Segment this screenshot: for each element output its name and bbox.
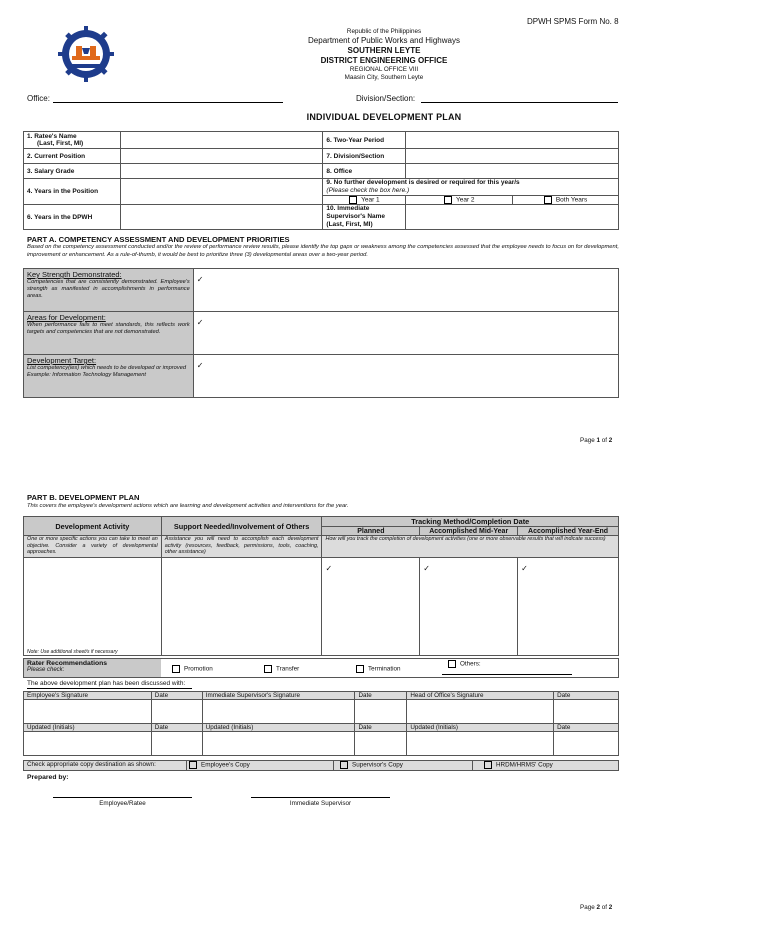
year-end-field[interactable] xyxy=(518,558,619,656)
division-label: Division/Section: xyxy=(356,94,416,103)
employee-copy-checkbox[interactable] xyxy=(189,761,197,769)
head-signature-label: Head of Office's Signature xyxy=(407,692,554,700)
office-line: DISTRICT ENGINEERING OFFICE xyxy=(320,56,448,65)
copy-destination-row xyxy=(23,760,619,771)
division-field-line[interactable] xyxy=(421,102,618,103)
rater-label-cell xyxy=(24,659,161,677)
transfer-option[interactable]: Transfer xyxy=(264,665,299,673)
check-mark: ✓ xyxy=(521,564,528,573)
year1-option[interactable]: Year 1 xyxy=(323,196,406,205)
date-field[interactable] xyxy=(355,700,407,724)
employee-signature-field[interactable] xyxy=(24,700,152,724)
employee-copy-option[interactable]: Employee's Copy xyxy=(189,761,250,769)
discussed-underline xyxy=(27,688,192,689)
both-years-checkbox[interactable] xyxy=(544,196,552,204)
letterhead xyxy=(284,27,484,82)
copy-destination-label: Check appropriate copy destination as shown: xyxy=(27,761,156,768)
years-position-label: 4. Years in the Position xyxy=(24,179,121,205)
support-field[interactable] xyxy=(161,558,322,656)
others-option[interactable]: Others: xyxy=(448,660,481,668)
hrdm-copy-checkbox[interactable] xyxy=(484,761,492,769)
years-position-field[interactable] xyxy=(120,179,323,205)
development-target-example: Example: Information Technology Management xyxy=(27,372,146,378)
updated-initials-field[interactable] xyxy=(407,732,554,756)
immediate-supervisor-label: Immediate Supervisor xyxy=(289,800,352,807)
promotion-checkbox[interactable] xyxy=(172,665,180,673)
year2-option[interactable]: Year 2 xyxy=(406,196,513,205)
col-accomplished-year-end: Accomplished Year-End xyxy=(518,527,619,536)
updated-initials-field[interactable] xyxy=(24,732,152,756)
col-development-activity: Development Activity xyxy=(24,517,162,536)
planned-field[interactable] xyxy=(322,558,420,656)
key-strength-field[interactable] xyxy=(193,269,618,312)
head-signature-field[interactable] xyxy=(407,700,554,724)
divider xyxy=(333,761,334,770)
tracking-description: How will you track the completion of development activities (one or more observable results that will indicate success) xyxy=(322,536,619,558)
additional-sheet-note: Note: Use additional sheet/s if necessary xyxy=(27,649,118,655)
hrdm-copy-option[interactable]: HRDM/HRMS' Copy xyxy=(484,761,553,769)
supervisor-signature-line[interactable] xyxy=(251,797,390,798)
part-b-title: PART B. DEVELOPMENT PLAN xyxy=(27,493,140,502)
year2-checkbox[interactable] xyxy=(444,196,452,204)
others-field-line[interactable] xyxy=(442,674,572,675)
supervisor-signature-label: Immediate Supervisor's Signature xyxy=(202,692,355,700)
date-field[interactable] xyxy=(151,732,202,756)
part-a-description: Based on the competency assessment conducted and/or the review of performance review results, please identify the top gaps or weakness among the competencies assessed that the employee needs to focus on for development, improvement or enhancement. As a rule-of-thumb, it would be best to prioritize three (3) developmental areas over a two-year period. xyxy=(27,244,619,258)
supervisor-copy-checkbox[interactable] xyxy=(340,761,348,769)
date-label: Date xyxy=(554,692,619,700)
employee-signature-label: Employee's Signature xyxy=(24,692,152,700)
current-position-label: 2. Current Position xyxy=(24,149,121,164)
two-year-period-field[interactable] xyxy=(406,132,619,149)
key-strength-cell xyxy=(24,269,194,312)
form-id: DPWH SPMS Form No. 8 xyxy=(527,17,619,26)
date-label: Date xyxy=(151,692,202,700)
salary-grade-label: 3. Salary Grade xyxy=(24,164,121,179)
ratee-name-field[interactable] xyxy=(120,132,323,149)
date-field[interactable] xyxy=(554,700,619,724)
region-line: SOUTHERN LEYTE xyxy=(347,46,421,55)
updated-initials-label: Updated (Initials) xyxy=(407,724,554,732)
address-line: Maasin City, Southern Leyte xyxy=(344,74,424,81)
prepared-by-label: Prepared by: xyxy=(27,774,69,781)
employee-ratee-label: Employee/Ratee xyxy=(99,800,146,807)
competency-table xyxy=(23,268,619,398)
promotion-option[interactable]: Promotion xyxy=(172,665,213,673)
check-mark: ✓ xyxy=(423,564,430,573)
current-position-field[interactable] xyxy=(120,149,323,164)
check-mark: ✓ xyxy=(196,275,204,284)
development-target-desc: List competency(ies) which needs to be developed or improved xyxy=(27,365,187,371)
years-dpwh-label: 6. Years in the DPWH xyxy=(24,205,121,230)
development-target-cell xyxy=(24,355,194,398)
col-tracking-method: Tracking Method/Completion Date xyxy=(322,517,619,527)
termination-checkbox[interactable] xyxy=(356,665,364,673)
areas-development-cell xyxy=(24,312,194,355)
divider xyxy=(472,761,473,770)
divider xyxy=(186,761,187,770)
division-section-field[interactable] xyxy=(406,149,619,164)
date-label: Date xyxy=(355,724,407,732)
updated-initials-label: Updated (Initials) xyxy=(24,724,152,732)
supervisor-signature-field[interactable] xyxy=(202,700,355,724)
date-field[interactable] xyxy=(355,732,407,756)
part-b-description: This covers the employee's development actions which are learning and development activities and interventions for the year. xyxy=(27,503,349,509)
supervisor-copy-option[interactable]: Supervisor's Copy xyxy=(340,761,403,769)
others-checkbox[interactable] xyxy=(448,660,456,668)
check-mark: ✓ xyxy=(325,564,333,573)
no-further-development: 9. No further development is desired or required for this year/s (Please check the box here.) xyxy=(323,179,619,196)
rater-recommendations-box xyxy=(23,658,619,678)
part-a-title: PART A. COMPETENCY ASSESSMENT AND DEVELOPMENT PRIORITIES xyxy=(27,235,290,244)
date-label: Date xyxy=(355,692,407,700)
areas-development-field[interactable] xyxy=(193,312,618,355)
ratee-info-table xyxy=(23,131,619,230)
office-info-label: 8. Office xyxy=(323,164,406,179)
please-check-label: Please check: xyxy=(27,667,65,673)
division-section-label: 7. Division/Section xyxy=(323,149,406,164)
support-description: Assistance you will need to accomplish each development activity (resources, feedback, permissions, tools, coaching, other assistance) xyxy=(161,536,322,558)
page-number-1: Page 1 of 2 xyxy=(580,437,613,444)
development-plan-table xyxy=(23,516,619,656)
date-field[interactable] xyxy=(151,700,202,724)
areas-development-desc: When performance fails to meet standards, this reflects work targets and competencies that are not demonstrated. xyxy=(27,322,190,335)
both-years-option[interactable]: Both Years xyxy=(513,196,619,205)
salary-grade-field[interactable] xyxy=(120,164,323,179)
dpwh-logo xyxy=(58,26,114,82)
year1-checkbox[interactable] xyxy=(349,196,357,204)
supervisor-name-field[interactable] xyxy=(406,205,619,230)
office-info-field[interactable] xyxy=(406,164,619,179)
department-line: Department of Public Works and Highways xyxy=(308,36,460,45)
two-year-period-label: 6. Two-Year Period xyxy=(323,132,406,149)
col-support-needed: Support Needed/Involvement of Others xyxy=(161,517,322,536)
activity-description: One or more specific actions you can take to meet an objective. Consider a variety of developmental approaches. xyxy=(24,536,162,558)
page-title: INDIVIDUAL DEVELOPMENT PLAN xyxy=(306,112,462,122)
key-strength-heading: Key Strength Demonstrated: xyxy=(27,270,122,279)
areas-development-heading: Areas for Development: xyxy=(27,313,106,322)
termination-option[interactable]: Termination xyxy=(356,665,401,673)
ratee-name-label: 1. Ratee's Name (Last, First, MI) xyxy=(24,132,121,149)
page-number-2: Page 2 of 2 xyxy=(580,904,613,911)
mid-year-field[interactable] xyxy=(420,558,518,656)
col-planned: Planned xyxy=(322,527,420,536)
development-target-field[interactable] xyxy=(193,355,618,398)
date-field[interactable] xyxy=(554,732,619,756)
signature-table xyxy=(23,691,619,756)
rater-recommendations-label: Rater Recommendations xyxy=(27,660,108,667)
key-strength-desc: Competencies that are consistently demonstrated. Employee's strength as manifested in accomplishments in performance areas. xyxy=(27,279,190,299)
activity-field[interactable] xyxy=(24,558,162,656)
regional-office-line: REGIONAL OFFICE VIII xyxy=(349,66,419,73)
transfer-checkbox[interactable] xyxy=(264,665,272,673)
col-accomplished-mid-year: Accomplished Mid-Year xyxy=(420,527,518,536)
date-label: Date xyxy=(151,724,202,732)
years-dpwh-field[interactable] xyxy=(120,205,323,230)
republic-line: Republic of the Philippines xyxy=(346,28,422,35)
date-label: Date xyxy=(554,724,619,732)
discussed-label: The above development plan has been discussed with: xyxy=(27,680,186,687)
check-mark: ✓ xyxy=(196,318,204,327)
development-target-heading: Development Target: xyxy=(27,356,97,365)
updated-initials-label: Updated (Initials) xyxy=(202,724,355,732)
office-label: Office: xyxy=(27,94,50,103)
updated-initials-field[interactable] xyxy=(202,732,355,756)
supervisor-name-label: 10. Immediate Supervisor's Name (Last, First, MI) xyxy=(323,205,406,230)
check-mark: ✓ xyxy=(196,361,204,370)
office-field-line[interactable] xyxy=(53,102,283,103)
employee-signature-line[interactable] xyxy=(53,797,192,798)
